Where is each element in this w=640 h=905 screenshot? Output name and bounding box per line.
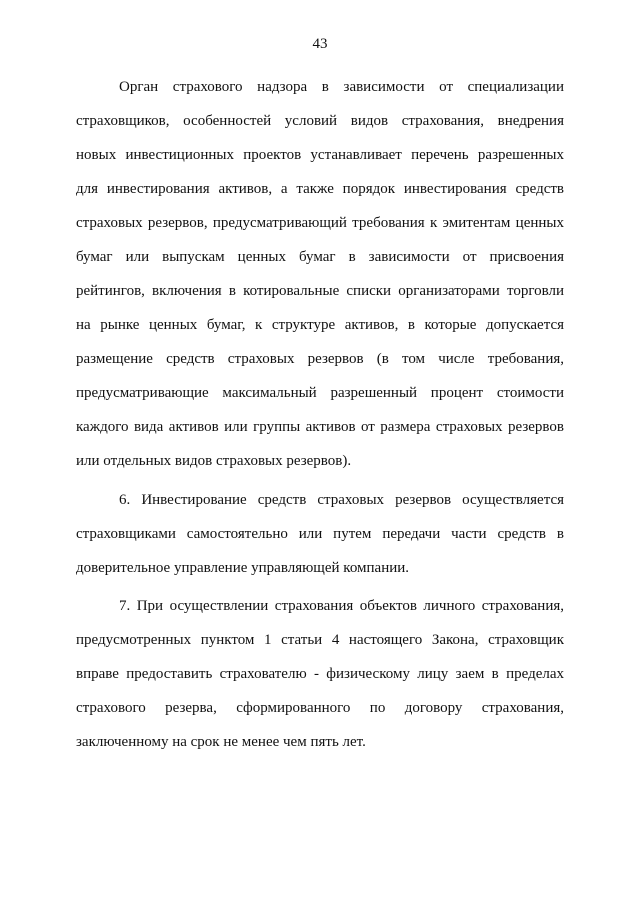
text-line: для инвестирования активов, а также порядок инвестирования средств [76, 181, 564, 197]
text-line: вправе предоставить страхователю - физическому лицу заем в пределах [76, 666, 564, 682]
text-line: 7. При осуществлении страхования объектов личного страхования, [119, 598, 564, 614]
text-line: страховщиками самостоятельно или путем передачи части средств в [76, 526, 564, 542]
text-line: предусматривающие максимальный разрешенный процент стоимости [76, 385, 564, 401]
text-line: на рынке ценных бумаг, к структуре активов, в которые допускается [76, 317, 564, 333]
text-line: страхового резерва, сформированного по договору страхования, [76, 700, 564, 716]
text-line: или отдельных видов страховых резервов). [76, 453, 352, 469]
text-line: страховых резервов, предусматривающий требования к эмитентам ценных [76, 215, 564, 231]
text-line: Орган страхового надзора в зависимости от специализации [119, 79, 564, 95]
text-line: рейтингов, включения в котировальные списки организаторами торговли [76, 283, 564, 299]
text-line: размещение средств страховых резервов (в том числе требования, [76, 351, 564, 367]
text-line: 6. Инвестирование средств страховых резервов осуществляется [119, 492, 564, 508]
text-line: новых инвестиционных проектов устанавливает перечень разрешенных [76, 147, 564, 163]
paragraph-6-investment [76, 483, 564, 585]
paragraph-insurance-supervision [76, 70, 564, 478]
page-number: 43 [312, 36, 328, 52]
paragraph-7-personal-insurance [76, 589, 564, 759]
text-line: бумаг или выпускам ценных бумаг в зависимости от присвоения [76, 249, 564, 265]
text-line: предусмотренных пунктом 1 статьи 4 настоящего Закона, страховщик [76, 632, 564, 648]
text-line: заключенному на срок не менее чем пять лет. [76, 734, 366, 750]
text-line: страховщиков, особенностей условий видов страхования, внедрения [76, 113, 564, 129]
text-line: доверительное управление управляющей компании. [76, 560, 410, 576]
text-line: каждого вида активов или группы активов от размера страховых резервов [76, 419, 564, 435]
